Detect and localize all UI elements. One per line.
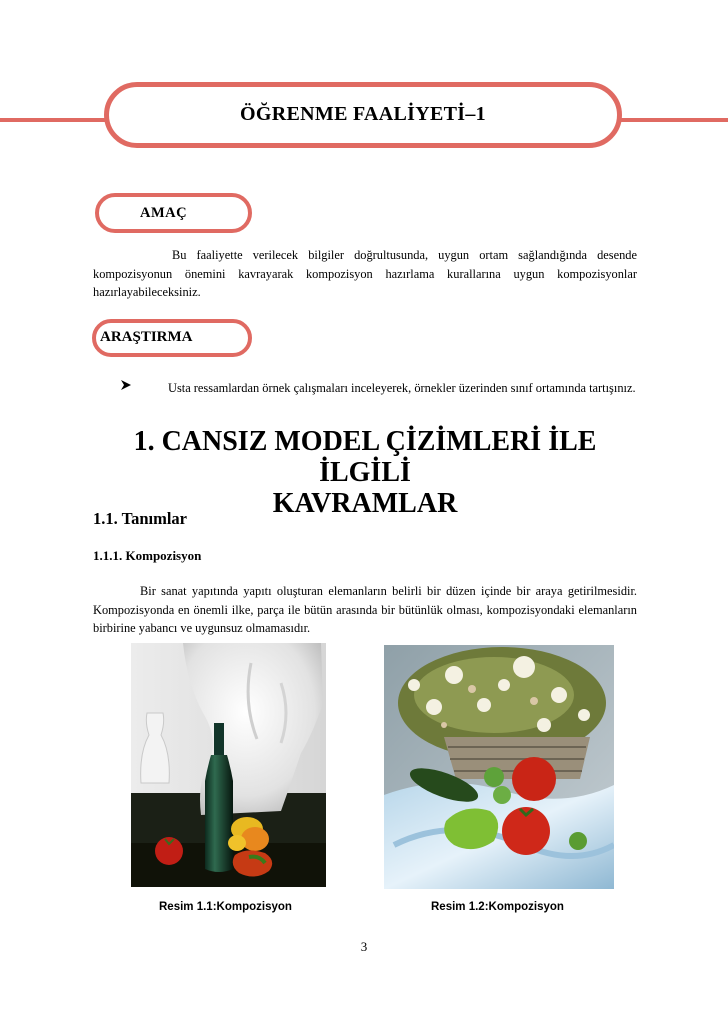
figure-2-caption: Resim 1.2:Kompozisyon xyxy=(431,901,564,913)
page-number: 3 xyxy=(360,939,368,954)
chapter-heading xyxy=(93,426,637,519)
chapter-heading-line1: 1. CANSIZ MODEL ÇİZİMLERİ İLE İLGİLİ xyxy=(133,426,597,488)
amac-paragraph xyxy=(93,246,637,302)
amac-label: AMAÇ xyxy=(140,205,188,221)
figure-2-image xyxy=(384,645,614,889)
chapter-heading-line2: KAVRAMLAR xyxy=(272,488,458,519)
subsection-heading: 1.1.1. Kompozisyon xyxy=(93,548,202,563)
page-title: ÖĞRENME FAALİYETİ–1 xyxy=(240,103,486,125)
figure-1-image xyxy=(131,643,326,887)
section-heading: 1.1. Tanımlar xyxy=(93,509,187,528)
arrow-bullet-icon xyxy=(120,379,132,395)
amac-text: Bu faaliyette verilecek bilgiler doğrultusunda, uygun ortam sağlandığında desende kompozisyonun önemini kavrayarak kompozisyon hazırlama kurallarına uygun kompozisyonlar hazırlayabileceksiniz. xyxy=(93,248,637,299)
figure-1-caption: Resim 1.1:Kompozisyon xyxy=(159,901,292,913)
bullet-item: Usta ressamlardan örnek çalışmaları inceleyerek, örnekler üzerinden sınıf ortamında tartışınız. xyxy=(168,381,636,395)
kompozisyon-paragraph xyxy=(93,582,637,638)
arastirma-label: ARAŞTIRMA xyxy=(100,329,193,345)
kompozisyon-text: Bir sanat yapıtında yapıtı oluşturan elemanların belirli bir düzen içinde bir araya getirilmesidir. Kompozisyonda en önemli ilke, parça ile bütün arasında bir bütünlük olması, kompozisyondaki elemanların birbirine yabancı ve uygunsuz olmamasıdır. xyxy=(93,584,637,635)
